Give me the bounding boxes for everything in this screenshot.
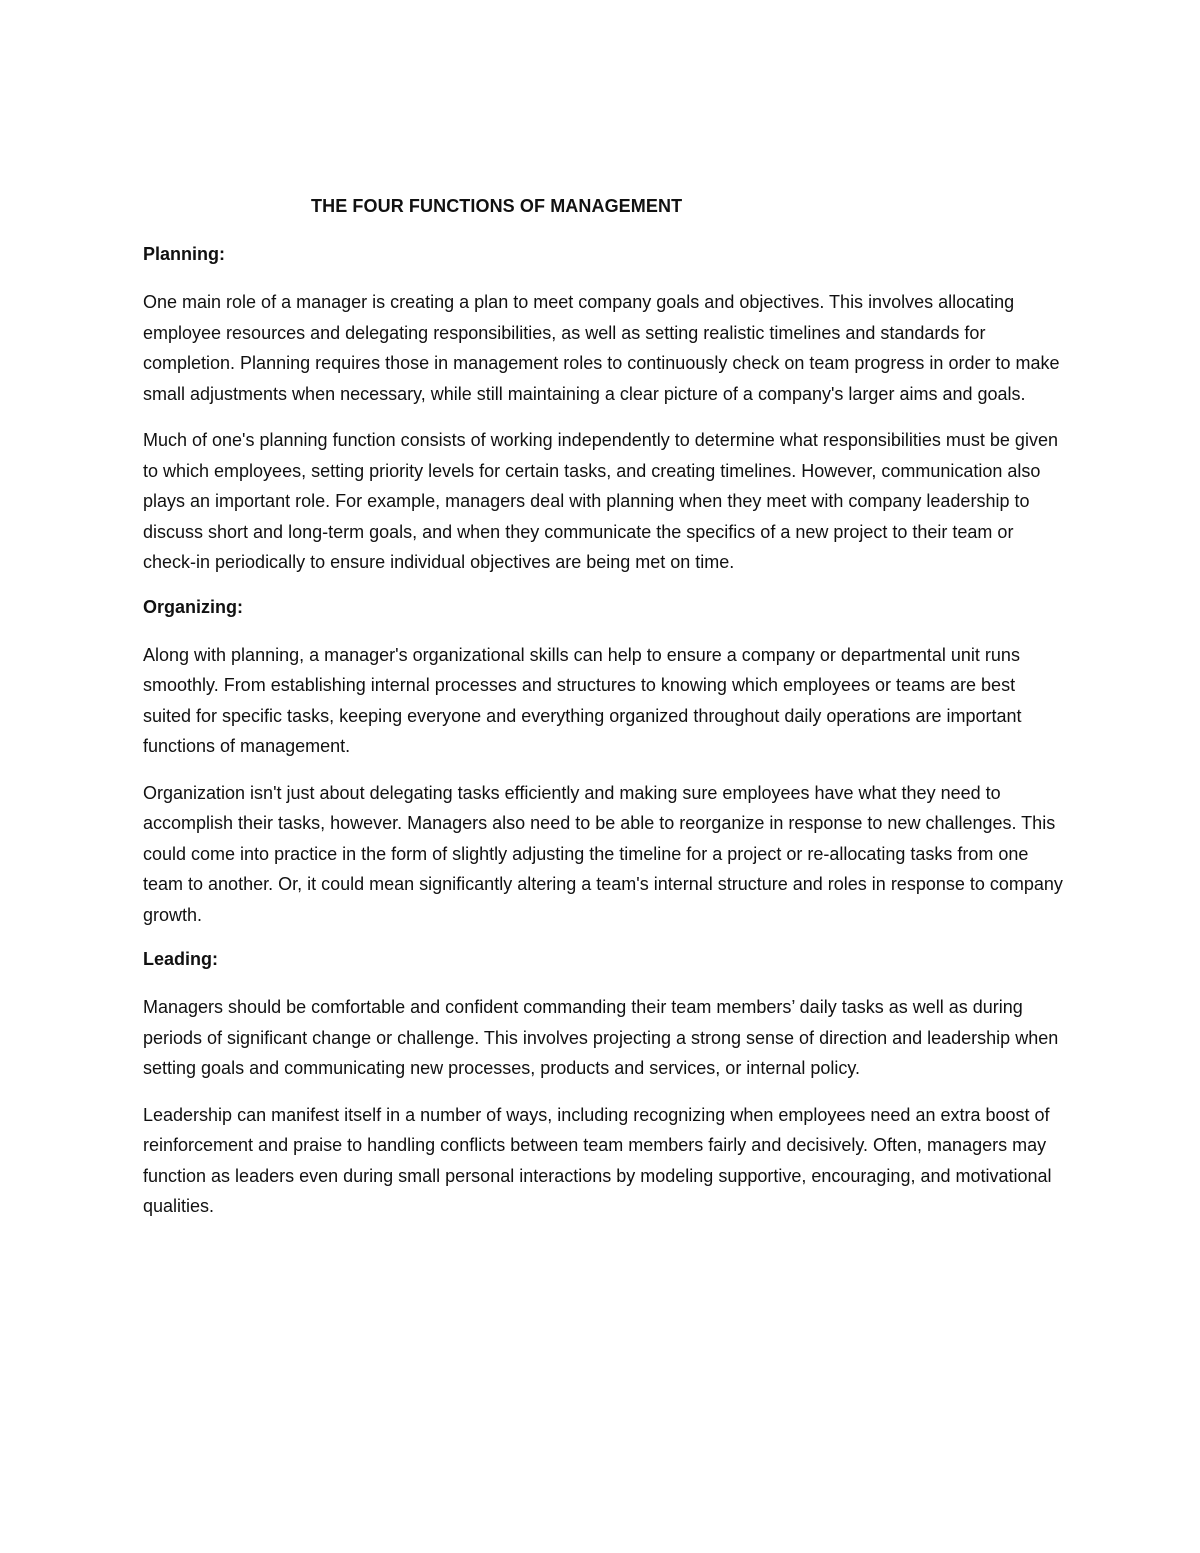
- organizing-paragraph-1: Along with planning, a manager's organizational skills can help to ensure a company or departmental unit runs smoothly. From establishing internal processes and structures to knowing which employees or teams are best suited for specific tasks, keeping everyone and everything organized throughout daily operations are important functions of management.: [143, 644, 1022, 756]
- leading-paragraph-2: Leadership can manifest itself in a number of ways, including recognizing when employees need an extra boost of reinforcement and praise to handling conflicts between team members fairly and decisively. Often, managers may function as leaders even during small personal interactions by modeling supportive, encouraging, and motivational qualities.: [143, 1104, 1052, 1216]
- section-heading-planning: Planning:: [143, 244, 225, 264]
- organizing-paragraph-2: Organization isn't just about delegating tasks efficiently and making sure employees have what they need to accomplish their tasks, however. Managers also need to be able to reorganize in response to new challenges. This could come into practice in the form of slightly adjusting the timeline for a project or re-allocating tasks from one team to another. Or, it could mean significantly altering a team's internal structure and roles in response to company growth.: [143, 782, 1063, 925]
- document-title: THE FOUR FUNCTIONS OF MANAGEMENT: [311, 196, 683, 216]
- document-body: [143, 193, 1063, 1222]
- planning-paragraph-1: One main role of a manager is creating a plan to meet company goals and objectives. This involves allocating employee resources and delegating responsibilities, as well as setting realistic timelines and standards for completion. Planning requires those in management roles to continuously check on team progress in order to make small adjustments when necessary, while still maintaining a clear picture of a company's larger aims and goals.: [143, 292, 1060, 404]
- leading-paragraph-1: Managers should be comfortable and confident commanding their team members’ daily tasks as well as during periods of significant change or challenge. This involves projecting a strong sense of direction and leadership when setting goals and communicating new processes, products and services, or internal policy.: [143, 997, 1059, 1078]
- section-heading-leading: Leading:: [143, 949, 218, 969]
- planning-paragraph-2: Much of one's planning function consists of working independently to determine what responsibilities must be given to which employees, setting priority levels for certain tasks, and creating timelines. However, communication also plays an important role. For example, managers deal with planning when they meet with company leadership to discuss short and long-term goals, and when they communicate the specifics of a new project to their team or check-in periodically to ensure individual objectives are being met on time.: [143, 430, 1058, 572]
- section-heading-organizing: Organizing:: [143, 596, 243, 617]
